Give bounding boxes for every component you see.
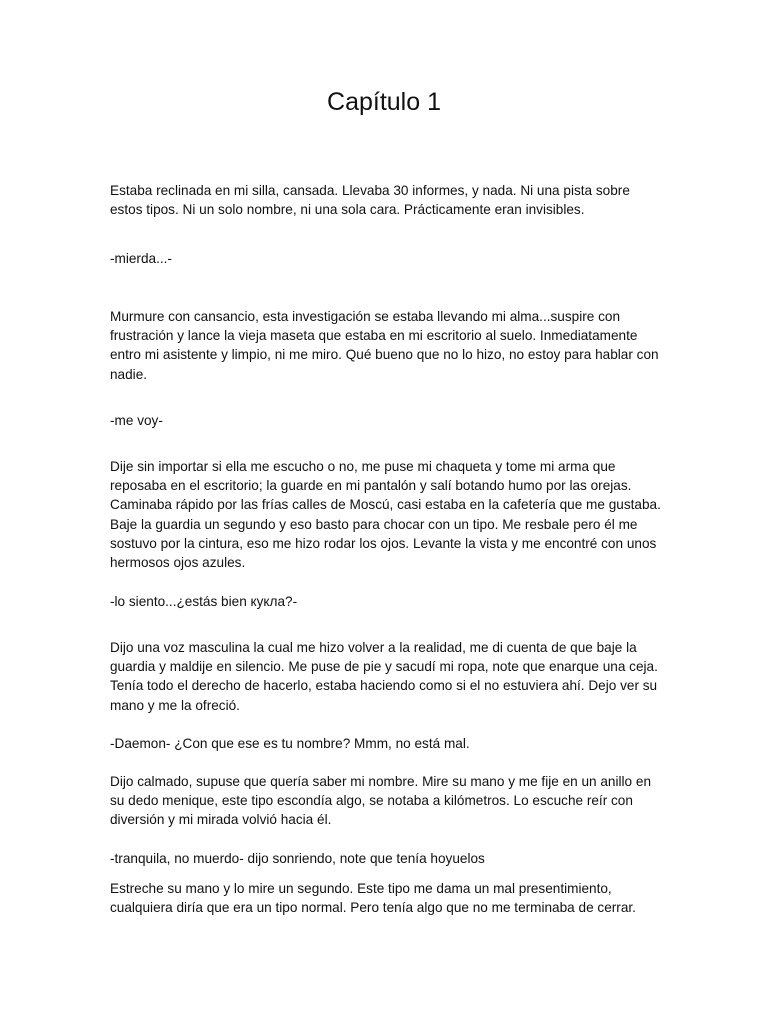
dialogue-line: -mierda...- (110, 251, 172, 266)
chapter-title: Capítulo 1 (327, 88, 441, 116)
paragraph: Estaba reclinada en mi silla, cansada. Llevaba 30 informes, y nada. Ni una pista sobre estos tipos. Ni un solo nombre, ni una sola cara. Prácticamente eran invisibles. (110, 183, 630, 218)
paragraph: Estreche su mano y lo mire un segundo. Este tipo me dama un mal presentimiento, cualquiera diría que era un tipo normal. Pero tenía algo que no me terminaba de cerrar. (110, 881, 636, 916)
paragraph: Murmure con cansancio, esta investigación se estaba llevando mi alma...suspire con frustración y lance la vieja maseta que estaba en mi escritorio al suelo. Inmediatamente entro mi asistente y limpio, ni me miro. Qué bueno que no lo hizo, no estoy para hablar con nadie. (110, 309, 659, 382)
paragraph: Dijo una voz masculina la cual me hizo volver a la realidad, me di cuenta de que baje la guardia y maldije en silencio. Me puse de pie y sacudí mi ropa, note que enarque una ceja. Tenía todo el derecho de hacerlo, estaba haciendo como si el no estuviera ahí. Dejo ver su mano y me la ofreció. (110, 640, 658, 713)
paragraph: Dijo calmado, supuse que quería saber mi nombre. Mire su mano y me fije en un anillo en su dedo menique, este tipo escondía algo, se notaba a kilómetros. Lo escuche reír con diversión y mi mirada volvió hacia él. (110, 774, 652, 828)
dialogue-line: -tranquila, no muerdo- dijo sonriendo, note que tenía hoyuelos (110, 851, 485, 866)
paragraph: Dije sin importar si ella me escucho o no, me puse mi chaqueta y tome mi arma que reposaba en el escritorio; la guarde en mi pantalón y salí botando humo por las orejas. Caminaba rápido por las frías calles de Moscú, casi estaba en la cafetería que me gustaba. Baje la guardia un segundo y eso basto para chocar con un tipo. Me resbale pero él me sostuvo por la cintura, eso me hizo rodar los ojos. Levante la vista y me encontré con unos hermosos ojos azules. (110, 459, 661, 571)
dialogue-line: -Daemon- ¿Con que ese es tu nombre? Mmm, no está mal. (110, 736, 470, 751)
dialogue-line: -lo siento...¿estás bien кукла?- (110, 594, 298, 609)
dialogue-line: -me voy- (110, 413, 163, 428)
